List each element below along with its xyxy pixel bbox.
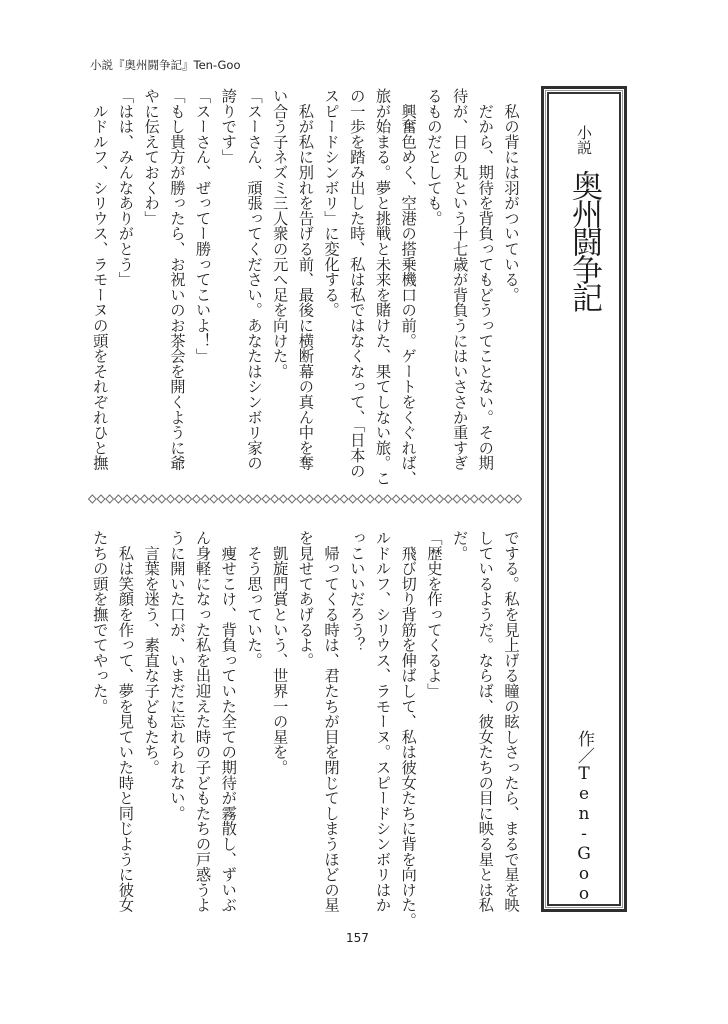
text-column: ん身軽になった私を出迎えた時の子どもたちの戸惑うよ — [193, 530, 212, 913]
text-column: やに伝えておくわ」 — [142, 88, 161, 226]
text-column: たちの頭を撫でてやった。 — [90, 530, 109, 714]
text-column: 私の背には羽がついている。 — [502, 88, 520, 303]
diamond-chain-icon — [88, 494, 522, 504]
text-column: 「もし貴方が勝ったら、お祝いのお茶会を開くように爺 — [167, 88, 186, 471]
text-column: 待が、日の丸という十七歳が背負うにはいささか重すぎ — [450, 88, 469, 471]
text-column: ルドルフ、シリウス、ラモーヌ。スピードシンボリはか — [373, 530, 392, 913]
text-column: 「はは、みんなありがとう」 — [116, 88, 135, 287]
text-column: っこいいだろう？ — [347, 530, 366, 653]
author-prefix: 作／ — [574, 730, 594, 764]
upper-text-block — [86, 88, 523, 488]
text-column: うに開いた口が、いまだに忘れられない。 — [167, 530, 186, 821]
text-column: スピードシンボリ」に変化する。 — [322, 88, 341, 318]
text-column: 旅が始まる。夢と挑戦と未来を賭けた、果てしない旅。こ — [373, 88, 392, 486]
text-column: ルドルフ、シリウス、ラモーヌの頭をそれぞれひと撫 — [90, 88, 109, 471]
story-title: 奥州闘争記 — [566, 170, 602, 310]
text-column: 「スーさん、頑張ってください。あなたはシンボリ家の — [244, 88, 263, 471]
text-column: そう思っていた。 — [244, 530, 263, 668]
text-column: 「歴史を作ってくるよ」 — [424, 530, 443, 699]
text-column: の一歩を踏み出した時、私は私ではなくなって、「日本の — [347, 88, 366, 479]
text-column: でする。私を見上げる瞳の眩しさったら、まるで星を映 — [502, 530, 520, 913]
text-column: い合う子ネズミ三人衆の元へ足を向けた。 — [270, 88, 289, 379]
text-column: 痩せこけ、背負っていた全ての期待が霧散し、ずいぶ — [219, 530, 238, 913]
lower-text-block — [86, 530, 523, 930]
text-column: 凱旋門賞という、世界一の星を。 — [270, 530, 289, 775]
text-column: 興奮色めく、空港の搭乗機口の前。ゲートをくぐれば、 — [399, 88, 418, 486]
text-column: 私が私に別れを告げる前、最後に横断幕の真ん中を奪 — [296, 88, 315, 471]
text-column: を見せてあげるよ。 — [296, 530, 315, 668]
text-column: 飛び切り背筋を伸ばして、私は彼女たちに背を向けた。 — [399, 530, 418, 928]
author-wrap — [544, 730, 624, 904]
diamond-divider — [88, 494, 522, 504]
genre-label: 小説 — [575, 125, 593, 155]
text-column: しているようだ。ならば、彼女たちの目に映る星とは私 — [476, 530, 495, 913]
text-column: るものだとしても。 — [424, 88, 443, 226]
text-column: 誇りです」 — [219, 88, 238, 165]
text-column: だ。 — [450, 530, 469, 561]
author-name: Ten-Goo — [574, 764, 594, 904]
title-frame — [541, 86, 627, 912]
text-column: 私は笑顔を作って、夢を見ていた時と同じように彼女 — [116, 530, 135, 913]
running-header: 小説『奥州闘争記』Ten-Goo — [90, 58, 241, 72]
text-column: 言葉を迷う、素直な子どもたち。 — [142, 530, 161, 775]
text-column: 「スーさん、ぜってー勝ってこいよ！」 — [193, 88, 212, 364]
page-number: 157 — [346, 931, 369, 945]
text-column: 帰ってくる時は、君たちが目を閉じてしまうほどの星 — [322, 530, 341, 913]
title-wrap — [544, 170, 624, 310]
title-label-wrap — [544, 125, 624, 155]
text-column: だから、期待を背負ってもどうってことない。その期 — [476, 88, 495, 471]
author-credit — [574, 730, 594, 904]
